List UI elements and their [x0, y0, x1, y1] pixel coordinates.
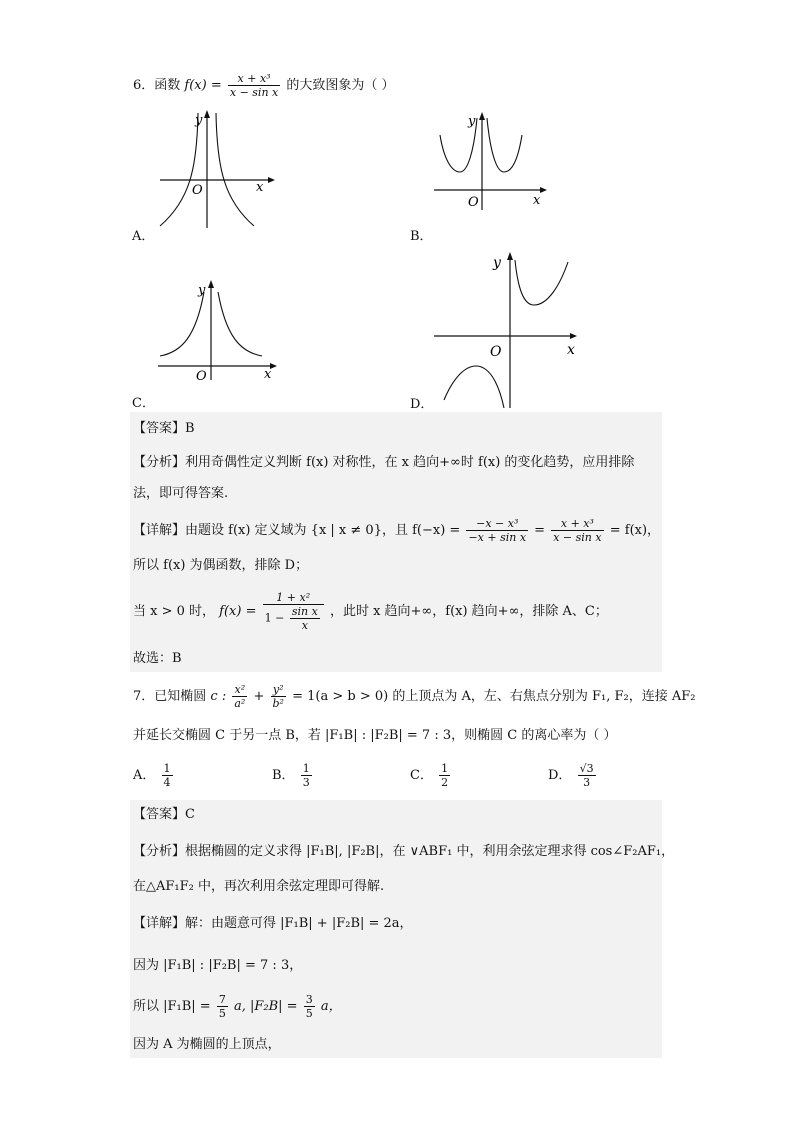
graph-c-y-label: y	[198, 283, 206, 298]
graph-c	[150, 278, 285, 383]
q7-detail-3	[133, 990, 342, 1024]
q6-stem	[133, 72, 395, 99]
q7-option-d	[548, 762, 598, 789]
q6-detail-3	[133, 590, 608, 634]
graph-b-x-label: x	[533, 193, 541, 208]
q6-analysis-2: 法，即可得答案.	[133, 486, 229, 501]
q7-option-a-label: A．	[133, 768, 156, 783]
q7-option-d-den: 3	[583, 776, 591, 789]
q7-stem-1a: 7．已知椭圆	[133, 689, 207, 704]
q6-frac-num: x + x³	[228, 72, 280, 86]
q6-detail-3-inner-num: sin x	[291, 605, 318, 618]
q7-ellipse-frac-2	[271, 683, 286, 710]
q6-option-c: C．	[132, 396, 155, 411]
q7-option-b-frac	[301, 762, 312, 789]
q7-option-a	[133, 762, 175, 789]
q6-stem-suffix: 的大致图象为（ ）	[286, 78, 395, 93]
q7-option-a-num: 1	[163, 762, 171, 775]
q7-stem-1c: = 1(a > b > 0) 的上顶点为 A，左、右焦点分别为 F₁, F₂，连接 AF₂	[292, 689, 696, 704]
q7-stem-2: 并延长交椭圆 C 于另一点 B，若 |F₁B| : |F₂B| = 7 : 3，则椭圆 C 的离心率为（ ）	[133, 728, 617, 743]
q7-option-c-label: C．	[410, 768, 433, 783]
q7-stem-1b: c :	[210, 689, 227, 704]
q6-detail-2: 所以 f(x) 为偶函数，排除 D；	[133, 558, 309, 573]
q6-detail-3-inner-frac	[290, 605, 320, 632]
q6-analysis-1: 【分析】利用奇偶性定义判断 f(x) 对称性，在 x 趋向+∞时 f(x) 的变化趋势，应用排除	[133, 455, 635, 470]
q7-detail-3b: a, |F₂B| =	[233, 999, 298, 1014]
graph-a	[150, 108, 290, 233]
q6-detail-eq: =	[534, 523, 546, 538]
q6-detail-1	[133, 516, 660, 546]
q7-option-a-frac	[162, 762, 173, 789]
q7-option-d-num: √3	[579, 762, 594, 775]
q6-fraction	[228, 72, 280, 99]
graph-c-origin: O	[196, 369, 207, 383]
q7-ellipse-num-1: x²	[232, 683, 247, 697]
q7-ellipse-frac-1	[232, 683, 247, 710]
q7-detail-3-n1: 7	[218, 993, 226, 1006]
graph-b-y-label: y	[468, 114, 476, 129]
q6-detail-frac-1-num: −x − x³	[466, 517, 528, 531]
q7-option-d-label: D．	[548, 768, 572, 783]
q7-analysis-2: 在△AF₁F₂ 中，再次利用余弦定理即可得解.	[133, 879, 385, 894]
q6-detail-3-fx: f(x) =	[219, 604, 257, 619]
q7-detail-4: 因为 A 为椭圆的上顶点，	[133, 1037, 281, 1052]
q7-detail-1: 【详解】解：由题意可得 |F₁B| + |F₂B| = 2a，	[133, 916, 413, 931]
q6-detail-frac-2	[551, 517, 603, 544]
q7-option-a-den: 4	[163, 776, 171, 789]
q7-option-b	[272, 762, 314, 789]
q6-detail-3-inner-den: x	[301, 619, 308, 632]
q7-ellipse-den-2: b²	[272, 697, 284, 710]
q7-answer: 【答案】C	[133, 807, 195, 822]
q7-detail-3c: a，	[320, 999, 342, 1014]
q6-answer: 【答案】B	[133, 421, 195, 436]
q7-detail-3a: 所以 |F₁B| =	[133, 999, 211, 1014]
q7-option-c	[410, 762, 452, 789]
q7-detail-3-n2: 3	[305, 993, 313, 1006]
q7-detail-3-d1: 5	[218, 1007, 226, 1020]
q6-detail-1-text: 【详解】由题设 f(x) 定义域为 {x | x ≠ 0}，且 f(−x) =	[133, 523, 461, 538]
q6-detail-1-tail: = f(x)，	[609, 523, 661, 538]
q6-detail-4: 故选：B	[133, 651, 182, 666]
q6-detail-3-frac	[263, 591, 324, 632]
q6-stem-prefix: 6．函数	[133, 78, 181, 93]
q6-detail-3-tail: ，此时 x 趋向+∞，f(x) 趋向+∞，排除 A、C；	[329, 604, 608, 619]
q7-option-c-den: 2	[441, 776, 449, 789]
q7-option-c-frac	[439, 762, 450, 789]
q7-plus: +	[253, 689, 265, 704]
q7-option-d-frac	[578, 762, 596, 789]
q6-detail-frac-1-den: −x + sin x	[468, 531, 527, 544]
q7-option-b-label: B．	[272, 768, 295, 783]
q7-detail-3-frac-2	[304, 993, 315, 1020]
q7-ellipse-den-1: a²	[234, 697, 246, 710]
graph-c-x-label: x	[264, 367, 272, 382]
q6-detail-3-den	[263, 605, 324, 632]
q7-detail-3-d2: 5	[305, 1007, 313, 1020]
q7-stem-1	[133, 680, 695, 714]
q7-detail-2: 因为 |F₁B| : |F₂B| = 7 : 3，	[133, 958, 303, 973]
graph-d-y-label: y	[493, 255, 501, 271]
q6-detail-3-num: 1 + x²	[263, 591, 324, 605]
graph-b	[430, 110, 555, 215]
graph-d-x-label: x	[567, 342, 575, 358]
q6-detail-frac-2-num: x + x³	[551, 517, 603, 531]
graph-a-origin: O	[192, 183, 203, 198]
q6-option-a: A．	[132, 229, 155, 244]
graph-d-origin: O	[490, 344, 502, 360]
q6-detail-frac-2-den: x − sin x	[553, 531, 602, 544]
q6-option-b: B．	[410, 229, 433, 244]
q6-detail-3-den-a: 1 −	[264, 611, 285, 625]
q7-option-b-den: 3	[302, 776, 310, 789]
q6-detail-frac-1	[466, 517, 528, 544]
q7-option-b-num: 1	[302, 762, 310, 775]
q7-analysis-1: 【分析】根据椭圆的定义求得 |F₁B|, |F₂B|，在 ∨ABF₁ 中，利用余弦定理求得 cos∠F₂AF₁，	[133, 844, 675, 859]
q6-frac-den: x − sin x	[229, 86, 279, 99]
graph-a-x-label: x	[256, 180, 264, 195]
q6-fx: f(x) =	[184, 78, 222, 93]
graph-a-y-label: y	[195, 113, 203, 128]
q7-option-c-num: 1	[441, 762, 449, 775]
q6-detail-3-text: 当 x > 0 时，	[133, 604, 216, 619]
q7-ellipse-num-2: y²	[271, 683, 286, 697]
graph-b-origin: O	[468, 195, 479, 210]
q7-detail-3-frac-1	[217, 993, 228, 1020]
q6-option-d: D．	[410, 397, 434, 412]
graph-d	[430, 250, 585, 410]
